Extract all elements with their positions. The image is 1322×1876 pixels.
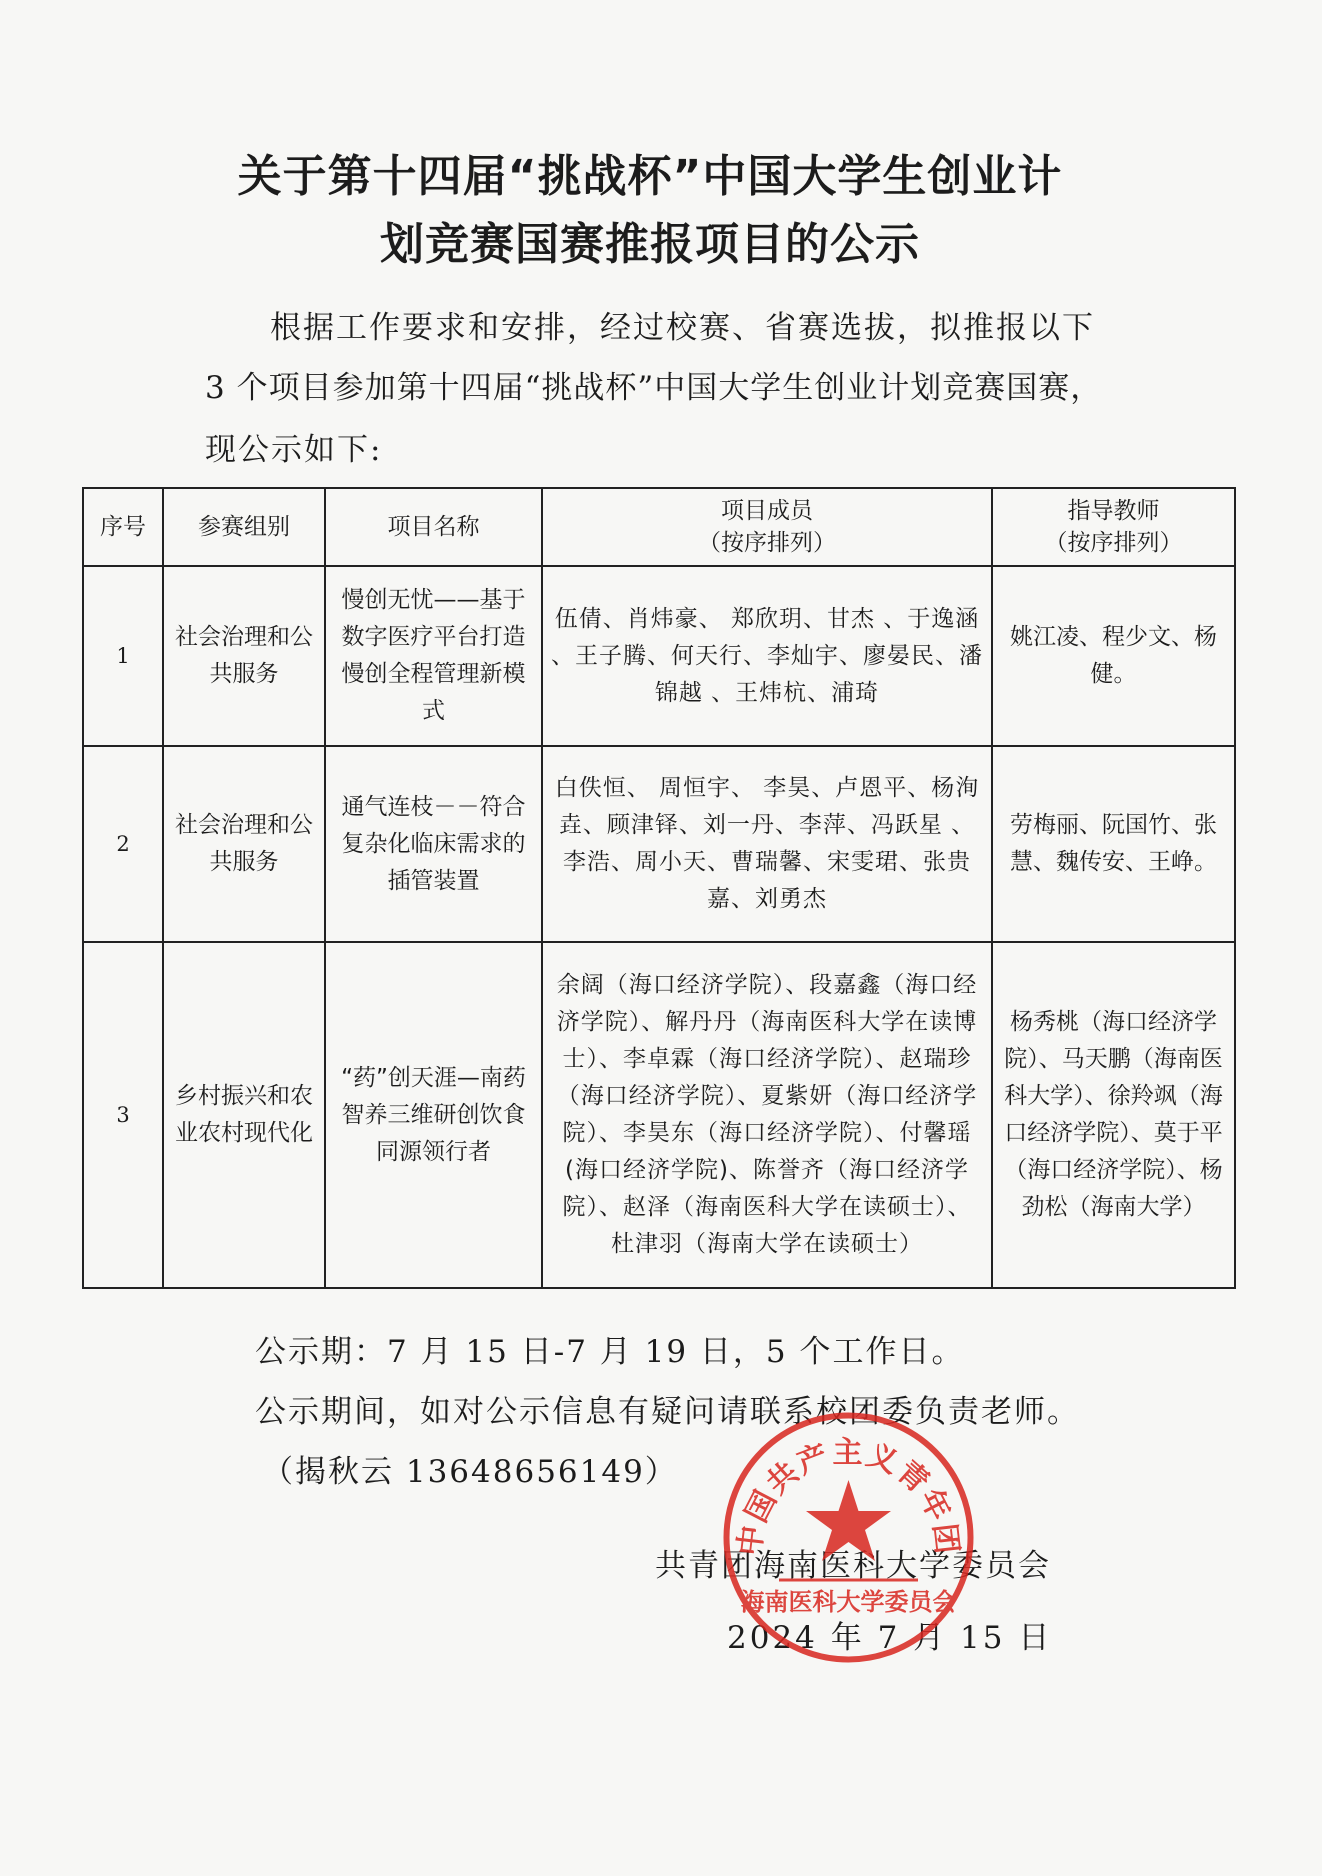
row-members: 余阔（海口经济学院）、段嘉鑫（海口经济学院）、解丹丹（海南医科大学在读博士）、李卓霖（海口经济学院）、赵瑞珍（海口经济学院）、夏紫妍（海口经济学院）、李昊东（海口经济学院）、付馨瑶(海口经济学院)、陈誉齐（海口经济学院）、赵泽（海南医科大学在读硕士）、杜津羽（海南大学在读硕士） [542,942,992,1288]
row-project-name: 慢创无忧——基于数字医疗平台打造慢创全程管理新模式 [325,566,542,746]
intro-line-2: 3 个项目参加第十四届“挑战杯”中国大学生创业计划竞赛国赛， [205,370,1103,406]
row-group: 社会治理和公共服务 [163,746,325,942]
header-group: 参赛组别 [163,488,325,566]
document-title-line-2: 划竞赛国赛推报项目的公示 [380,219,920,270]
table-header-row [83,488,1235,566]
row-teachers: 杨秀桃（海口经济学院）、马天鹏（海南医科大学）、徐羚飒（海口经济学院）、莫于平（海口经济学院）、杨劲松（海南大学） [992,942,1235,1288]
table-row [83,746,1235,942]
header-members [542,488,992,566]
header-project-name: 项目名称 [325,488,542,566]
row-seq: 3 [83,942,163,1288]
contact-person: （揭秋云 13648656149） [262,1454,678,1490]
header-teachers [992,488,1235,566]
seal-star-icon [806,1480,891,1561]
publicity-period: 公示期：7 月 15 日-7 月 19 日，5 个工作日。 [255,1334,965,1370]
header-teachers-label: 指导教师 [1067,498,1160,524]
header-teachers-note: （按序排列） [1044,530,1183,556]
header-seq: 序号 [83,488,163,566]
header-members-note: （按序排列） [698,530,836,556]
row-seq: 2 [83,746,163,942]
table-row [83,942,1235,1288]
row-members: 伍倩、肖炜豪、 郑欣玥、甘杰 、于逸涵 、王子腾、何天行、李灿宇、廖晏民、潘锦越 、王炜杭、浦琦 [542,566,992,746]
official-seal-stamp [721,1410,976,1665]
issue-date: 2024 年 7 月 15 日 [727,1620,1053,1656]
row-teachers: 劳梅丽、阮国竹、张慧、魏传安、王峥。 [992,746,1235,942]
row-group: 社会治理和公共服务 [163,566,325,746]
row-project-name: “药”创天涯—南药智养三维研创饮食同源领行者 [325,942,542,1288]
table-row [83,566,1235,746]
intro-line-3: 现公示如下: [205,432,383,468]
contact-note: 公示期间，如对公示信息有疑问请联系校团委负责老师。 [255,1394,1080,1430]
document-title-line-1: 关于第十四届“挑战杯”中国大学生创业计 [237,151,1063,202]
seal-inner-text: 海南医科大学委员会 [740,1588,957,1616]
issuing-organization: 共青团海南医科大学委员会 [655,1548,1051,1584]
row-group: 乡村振兴和农业农村现代化 [163,942,325,1288]
row-project-name: 通气连枝－－符合复杂化临床需求的插管装置 [325,746,542,942]
row-teachers: 姚江凌、程少文、杨健。 [992,566,1235,746]
projects-table [82,487,1236,1289]
seal-outer-text: 中国共产主义青年团 [732,1435,965,1558]
header-members-label: 项目成员 [721,498,813,524]
row-seq: 1 [83,566,163,746]
row-members: 白佚恒、 周恒宇、 李昊、卢恩平、杨洵垚、顾津铎、刘一丹、李萍、冯跃星 、李浩、周小天、曹瑞馨、宋雯珺、张贵嘉、刘勇杰 [542,746,992,942]
intro-line-1: 根据工作要求和安排，经过校赛、省赛选拔，拟推报以下 [270,310,1095,346]
